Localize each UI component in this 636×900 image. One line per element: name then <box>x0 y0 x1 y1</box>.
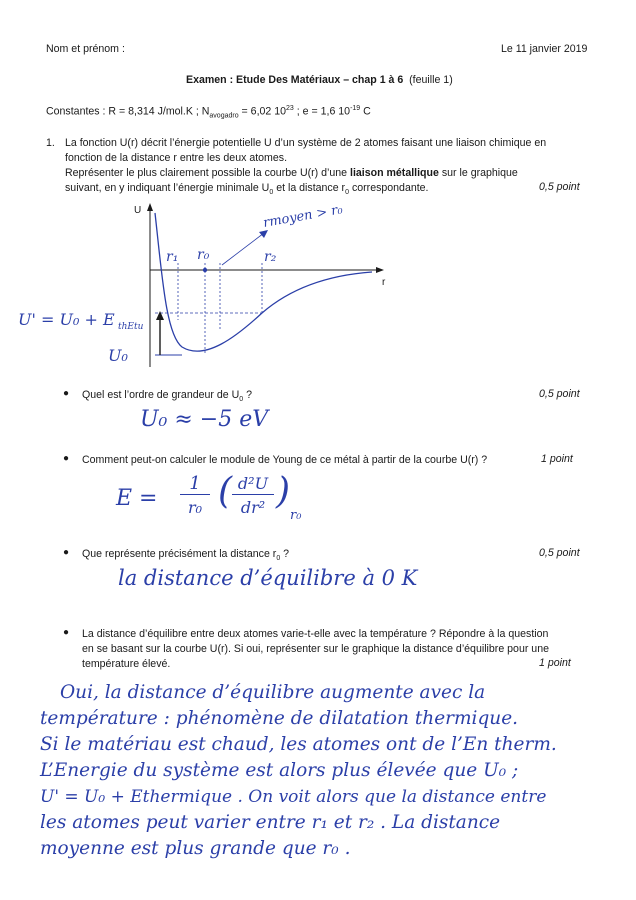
potential-energy-graph <box>0 195 636 375</box>
q1-sub2: 0 <box>345 189 349 197</box>
q1-number: 1. <box>46 137 55 149</box>
b4-answer-block <box>40 680 610 862</box>
q1-line4-b: et la distance r <box>273 182 346 194</box>
q1-line3-b: sur le graphique <box>438 167 518 179</box>
bullet-3-dot: ● <box>63 547 70 558</box>
b4-answer-line: température : phénomène de dilatation thermique. <box>40 708 519 729</box>
hand-uprime-label: U' = U₀ + E <box>18 310 115 329</box>
b4-line2: en se basant sur la courbe U(r). Si oui, représenter sur le graphique la distance d’équilibre pour une <box>82 643 549 655</box>
b2-frac-num: 1 <box>180 474 210 495</box>
q1-points: 0,5 point <box>539 181 580 193</box>
q1-line3 <box>65 166 518 180</box>
charge-text: ; e = 1,6 10 <box>293 105 351 118</box>
b4-answer-line: L’Energie du système est alors plus élevée que U₀ ; <box>40 760 519 781</box>
thermal-energy-arrowhead <box>156 311 164 320</box>
b2-eval-sub: r₀ <box>290 508 302 523</box>
b2-paren-left: ( <box>218 471 233 512</box>
b1-question-b: ? <box>243 389 252 401</box>
b4-answer-line: Oui, la distance d’équilibre augmente avec la <box>60 682 486 703</box>
b1-question <box>82 388 252 407</box>
b4-points: 1 point <box>539 657 571 669</box>
b4-answer-line: moyenne est plus grande que r₀ . <box>40 838 351 859</box>
b3-answer: la distance d’équilibre à 0 K <box>118 566 418 590</box>
b1-answer: U₀ ≈ −5 eV <box>140 407 269 432</box>
charge-exp: -19 <box>350 105 361 112</box>
q1-line4-a: suivant, en y indiquant l’énergie minimale U <box>65 182 270 194</box>
b1-question-a: Quel est l’ordre de grandeur de U <box>82 389 240 401</box>
constants-prefix: Constantes : R = 8,314 J/mol.K ; N <box>46 105 210 118</box>
axis-r-label: r <box>382 277 386 288</box>
rmoyen-pointer-head <box>259 230 268 238</box>
b2-answer-e: E = <box>116 486 158 511</box>
hand-u0-label: U₀ <box>108 346 128 365</box>
avogadro-exp: 23 <box>286 105 294 112</box>
rmoyen-pointer <box>222 233 264 265</box>
b3-question-b: ? <box>280 548 290 560</box>
exam-title: Examen : Etude Des Matériaux – chap 1 à 6 <box>186 74 404 86</box>
exam-title-line <box>186 73 453 87</box>
b4-answer-line: Si le matériau est chaud, les atomes ont de l’En therm. <box>40 734 557 755</box>
constants-line <box>46 102 371 124</box>
u-axis-arrow <box>147 203 153 211</box>
q1-sub1: 0 <box>269 189 274 197</box>
b3-question-a: Que représente précisément la distance r <box>82 548 277 560</box>
exam-date: Le 11 janvier 2019 <box>501 43 588 55</box>
hand-r1-label: r₁ <box>166 249 179 265</box>
b2-points: 1 point <box>541 453 573 465</box>
bullet-1-dot: ● <box>63 388 70 399</box>
b3-question <box>82 547 289 566</box>
hand-r0-label: r₀ <box>197 247 210 263</box>
avogadro-sub: avogadro <box>209 112 239 120</box>
hand-eth-sub: thEtu <box>118 322 144 332</box>
bullet-2-dot: ● <box>63 453 70 464</box>
q1-line1: La fonction U(r) décrit l’énergie potentielle U d’un système de 2 atomes faisant une liaison chimique en <box>65 137 547 149</box>
b4-answer-line: U' = U₀ + Ethermique . On voit alors que la distance entre <box>40 787 547 807</box>
b4-line1: La distance d’équilibre entre deux atomes varie-t-elle avec la température ? Répondre à la question <box>82 628 549 640</box>
b1-sub: 0 <box>239 396 244 404</box>
q1-line2: fonction de la distance r entre les deux atomes. <box>65 152 288 164</box>
r-axis-arrow <box>376 267 384 273</box>
hand-r2-label: r₂ <box>264 249 277 265</box>
charge-unit: C <box>360 105 371 118</box>
b4-answer-line: les atomes peut varier entre r₁ et r₂ . La distance <box>40 812 501 833</box>
b2-deriv-num: d²U <box>232 474 274 495</box>
name-label: Nom et prénom : <box>46 43 125 55</box>
q1-line3-a: Représenter le plus clairement possible la courbe U(r) d’une <box>65 167 350 179</box>
b1-points: 0,5 point <box>539 388 580 400</box>
b3-points: 0,5 point <box>539 547 580 559</box>
r0-dot <box>203 268 207 272</box>
b3-sub: 0 <box>276 555 281 563</box>
b2-paren-right: ) <box>276 471 291 512</box>
b4-line3: température élevé. <box>82 658 171 670</box>
sheet-label: (feuille 1) <box>409 74 453 86</box>
q1-bold: liaison métallique <box>350 167 439 179</box>
q1-line4-c: correspondante. <box>349 182 429 194</box>
b2-question: Comment peut-on calculer le module de Young de ce métal à partir de la courbe U(r) ? <box>82 454 488 466</box>
b2-frac-den: r₀ <box>187 498 203 517</box>
axis-u-label: U <box>134 205 142 216</box>
avogadro-value: = 6,02 10 <box>238 105 287 118</box>
b2-deriv-den: dr² <box>240 498 266 517</box>
bullet-4-dot: ● <box>63 627 70 638</box>
hand-rmoyen-label: rmoyen > r₀ <box>262 202 344 231</box>
